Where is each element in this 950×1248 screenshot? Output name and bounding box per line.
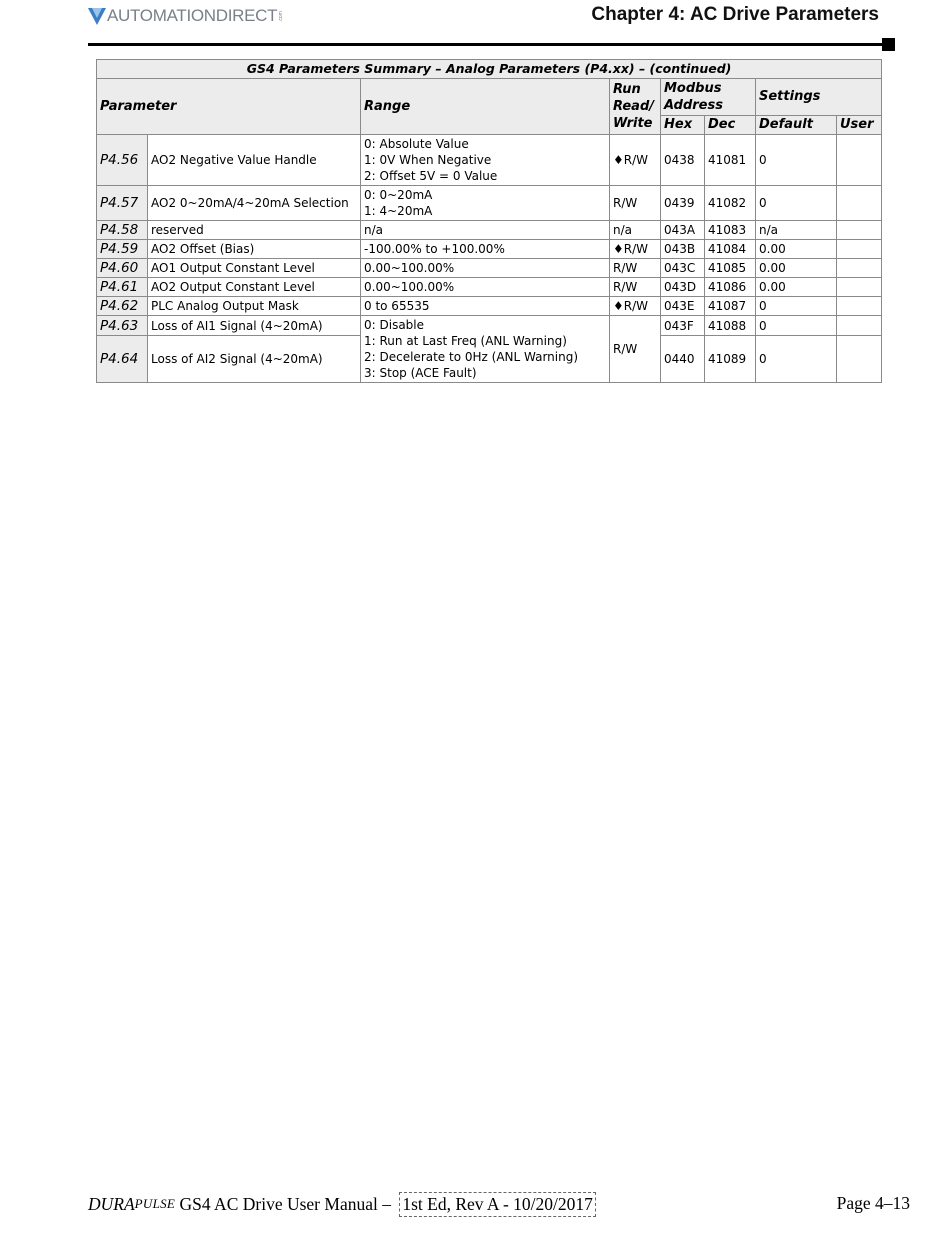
param-user xyxy=(837,336,882,383)
param-range: 0 to 65535 xyxy=(361,297,610,316)
param-id: P4.62 xyxy=(97,297,148,316)
param-read-write: R/W xyxy=(610,186,661,221)
param-default: 0 xyxy=(756,297,837,316)
param-hex: 043E xyxy=(661,297,705,316)
param-range xyxy=(361,316,610,383)
param-default: 0 xyxy=(756,186,837,221)
table-row xyxy=(97,135,882,186)
footer-manual-title xyxy=(88,1191,596,1217)
param-default: 0 xyxy=(756,316,837,336)
logo-chevron-icon xyxy=(88,6,106,26)
param-hex: 0440 xyxy=(661,336,705,383)
param-range xyxy=(361,135,610,186)
param-dec: 41087 xyxy=(705,297,756,316)
param-dec: 41083 xyxy=(705,221,756,240)
param-range xyxy=(361,186,610,221)
param-name: reserved xyxy=(148,221,361,240)
edition-link[interactable]: 1st Ed, Rev A - 10/20/2017 xyxy=(399,1192,596,1217)
table-row xyxy=(97,186,882,221)
range-line: 3: Stop (ACE Fault) xyxy=(364,366,477,380)
range-line: 1: 4~20mA xyxy=(364,204,433,218)
table-row xyxy=(97,259,882,278)
header-dec: Dec xyxy=(705,116,756,135)
param-read-write: ♦R/W xyxy=(610,297,661,316)
brand-dura: DURA xyxy=(88,1193,135,1214)
range-line: 1: Run at Last Freq (ANL Warning) xyxy=(364,334,567,348)
param-hex: 0438 xyxy=(661,135,705,186)
logo-text: AUTOMATIONDIRECT xyxy=(107,6,278,25)
param-hex: 043A xyxy=(661,221,705,240)
param-id: P4.63 xyxy=(97,316,148,336)
header-default: Default xyxy=(756,116,837,135)
param-id: P4.56 xyxy=(97,135,148,186)
table-title: GS4 Parameters Summary – Analog Parameters (P4.xx) – (continued) xyxy=(97,60,882,79)
range-line: 0: Disable xyxy=(364,318,425,332)
param-range: 0.00~100.00% xyxy=(361,259,610,278)
param-read-write: ♦R/W xyxy=(610,135,661,186)
param-default: 0.00 xyxy=(756,259,837,278)
param-id: P4.64 xyxy=(97,336,148,383)
header-run-read-write: Run Read/ Write xyxy=(610,79,661,135)
param-user xyxy=(837,278,882,297)
param-name: AO1 Output Constant Level xyxy=(148,259,361,278)
manual-title: GS4 AC Drive User Manual – xyxy=(175,1193,396,1214)
table-row xyxy=(97,278,882,297)
param-id: P4.60 xyxy=(97,259,148,278)
param-name: AO2 Output Constant Level xyxy=(148,278,361,297)
header-hex: Hex xyxy=(661,116,705,135)
param-user xyxy=(837,221,882,240)
param-default: 0 xyxy=(756,135,837,186)
table-row xyxy=(97,240,882,259)
param-hex: 043D xyxy=(661,278,705,297)
param-default: 0 xyxy=(756,336,837,383)
param-name: AO2 0~20mA/4~20mA Selection xyxy=(148,186,361,221)
param-dec: 41081 xyxy=(705,135,756,186)
param-hex: 043B xyxy=(661,240,705,259)
logo-suffix: .com xyxy=(278,11,285,22)
param-user xyxy=(837,297,882,316)
param-user xyxy=(837,186,882,221)
param-name: Loss of AI2 Signal (4~20mA) xyxy=(148,336,361,383)
header-parameter: Parameter xyxy=(97,79,361,135)
range-line: 0: 0~20mA xyxy=(364,188,433,202)
param-default: 0.00 xyxy=(756,240,837,259)
param-range: -100.00% to +100.00% xyxy=(361,240,610,259)
param-read-write: ♦R/W xyxy=(610,240,661,259)
param-user xyxy=(837,259,882,278)
param-user xyxy=(837,316,882,336)
header-modbus-address: Modbus Address xyxy=(661,79,756,116)
param-dec: 41086 xyxy=(705,278,756,297)
param-dec: 41085 xyxy=(705,259,756,278)
parameters-summary-table xyxy=(96,59,882,383)
param-name: AO2 Negative Value Handle xyxy=(148,135,361,186)
param-id: P4.59 xyxy=(97,240,148,259)
table-row xyxy=(97,316,882,336)
param-dec: 41084 xyxy=(705,240,756,259)
param-dec: 41082 xyxy=(705,186,756,221)
param-default: 0.00 xyxy=(756,278,837,297)
param-range: 0.00~100.00% xyxy=(361,278,610,297)
brand-pulse: PULSE xyxy=(134,1196,176,1211)
param-name: Loss of AI1 Signal (4~20mA) xyxy=(148,316,361,336)
page-number: Page 4–13 xyxy=(836,1193,910,1213)
param-default: n/a xyxy=(756,221,837,240)
param-id: P4.58 xyxy=(97,221,148,240)
chapter-title: Chapter 4: AC Drive Parameters xyxy=(591,4,879,25)
param-hex: 043F xyxy=(661,316,705,336)
automationdirect-logo xyxy=(88,5,284,27)
header-range: Range xyxy=(361,79,610,135)
range-line: 1: 0V When Negative xyxy=(364,153,492,167)
header-settings: Settings xyxy=(756,79,882,116)
range-line: 2: Offset 5V = 0 Value xyxy=(364,169,498,183)
header-user: User xyxy=(837,116,882,135)
param-id: P4.57 xyxy=(97,186,148,221)
param-read-write: R/W xyxy=(610,259,661,278)
param-read-write: R/W xyxy=(610,278,661,297)
param-range: n/a xyxy=(361,221,610,240)
param-hex: 0439 xyxy=(661,186,705,221)
table-row xyxy=(97,297,882,316)
param-dec: 41089 xyxy=(705,336,756,383)
param-user xyxy=(837,135,882,186)
range-line: 2: Decelerate to 0Hz (ANL Warning) xyxy=(364,350,579,364)
range-line: 0: Absolute Value xyxy=(364,137,469,151)
param-hex: 043C xyxy=(661,259,705,278)
header-square-marker xyxy=(882,38,895,51)
table-row xyxy=(97,221,882,240)
header-rule xyxy=(88,43,885,46)
param-id: P4.61 xyxy=(97,278,148,297)
param-read-write: R/W xyxy=(610,316,661,383)
param-name: PLC Analog Output Mask xyxy=(148,297,361,316)
param-user xyxy=(837,240,882,259)
param-dec: 41088 xyxy=(705,316,756,336)
param-read-write: n/a xyxy=(610,221,661,240)
param-name: AO2 Offset (Bias) xyxy=(148,240,361,259)
